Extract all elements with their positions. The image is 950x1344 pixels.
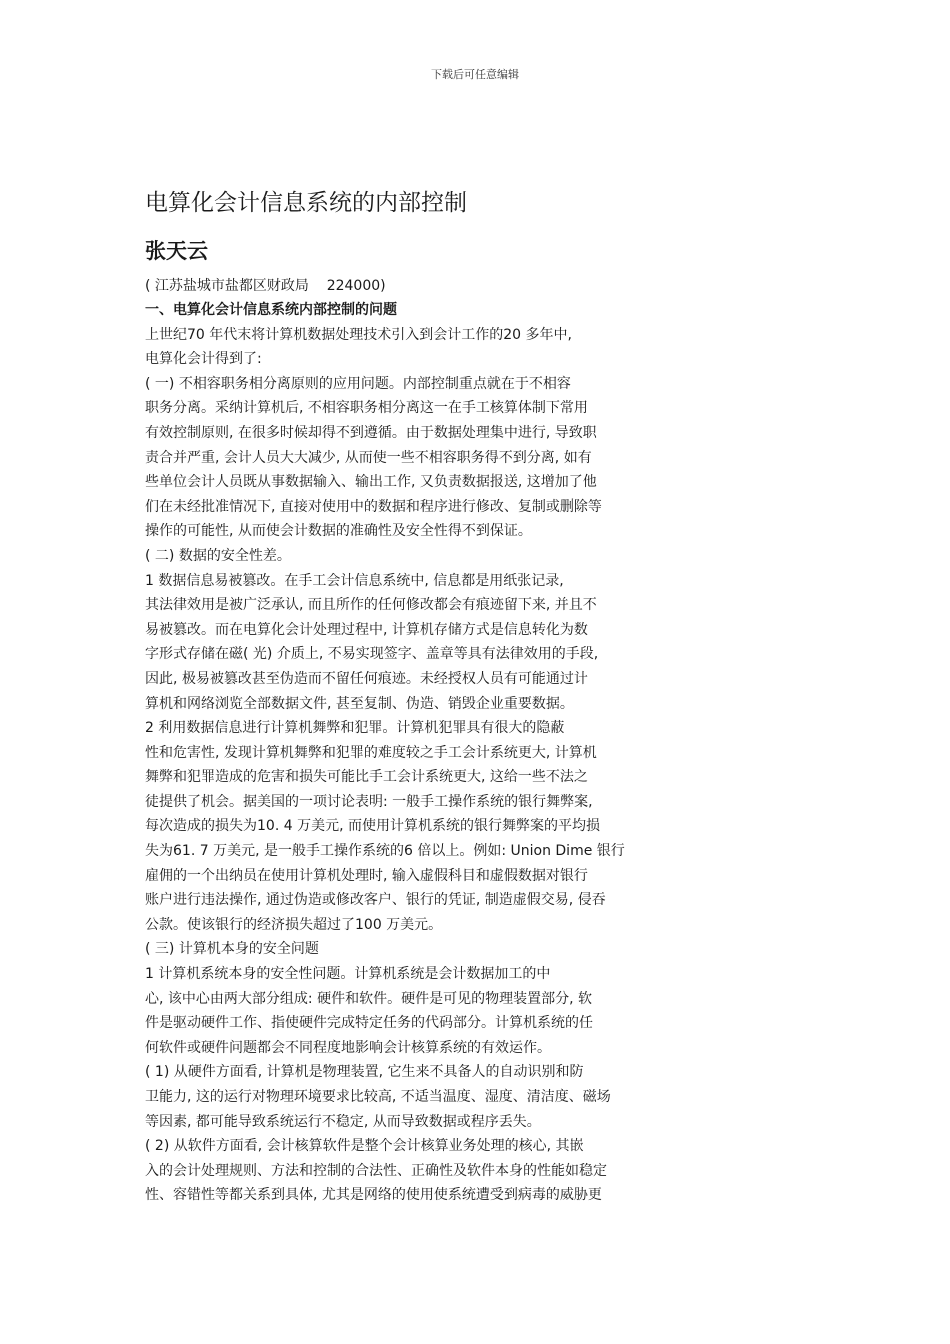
document-author: 张天云 <box>145 239 208 263</box>
body-line: 上世纪70 年代末将计算机数据处理技术引入到会计工作的20 多年中, <box>145 326 572 343</box>
body-line: ( 2) 从软件方面看, 会计核算软件是整个会计核算业务处理的核心, 其嵌 <box>145 1138 584 1155</box>
body-line: 件是驱动硬件工作、指使硬件完成特定任务的代码部分。计算机系统的任 <box>145 1015 593 1032</box>
body-line: 有效控制原则, 在很多时候却得不到遵循。由于数据处理集中进行, 导致职 <box>145 424 597 441</box>
body-line: ( 三) 计算机本身的安全问题 <box>145 941 319 958</box>
body-line: 1 计算机系统本身的安全性问题。计算机系统是会计数据加工的中 <box>145 966 551 983</box>
body-line: 操作的可能性, 从而使会计数据的准确性及安全性得不到保证。 <box>145 523 532 540</box>
body-line: 1 数据信息易被篡改。在手工会计信息系统中, 信息都是用纸张记录, <box>145 572 564 589</box>
body-line: 电算化会计得到了: <box>145 351 262 368</box>
body-line: 性和危害性, 发现计算机舞弊和犯罪的难度较之手工会计系统更大, 计算机 <box>145 744 597 761</box>
body-line: 职务分离。采纳计算机后, 不相容职务相分离这一在手工核算体制下常用 <box>145 400 588 417</box>
body-line: 账户进行违法操作, 通过伪造或修改客户、银行的凭证, 制造虚假交易, 侵吞 <box>145 892 606 909</box>
body-line: 舞弊和犯罪造成的危害和损失可能比手工会计系统更大, 这给一些不法之 <box>145 769 588 786</box>
body-line: 其法律效用是被广泛承认, 而且所作的任何修改都会有痕迹留下来, 并且不 <box>145 597 597 614</box>
author-affiliation: ( 江苏盐城市盐都区财政局 224000) <box>145 278 386 294</box>
body-line: 每次造成的损失为10. 4 万美元, 而使用计算机系统的银行舞弊案的平均损 <box>145 818 600 835</box>
body-line: 卫能力, 这的运行对物理环境要求比较高, 不适当温度、湿度、清洁度、磁场 <box>145 1089 611 1105</box>
body-line: ( 1) 从硬件方面看, 计算机是物理装置, 它生来不具备人的自动识别和防 <box>145 1064 584 1081</box>
body-line: 因此, 极易被篡改甚至伪造而不留任何痕迹。未经授权人员有可能通过计 <box>145 670 588 687</box>
body-line: 心, 该中心由两大部分组成: 硬件和软件。硬件是可见的物理装置部分, 软 <box>145 990 592 1007</box>
body-line: 雇佣的一个出纳员在使用计算机处理时, 输入虚假科目和虚假数据对银行 <box>145 867 588 884</box>
body-line: 何软件或硬件问题都会不同程度地影响会计核算系统的有效运作。 <box>145 1039 551 1056</box>
body-line: 些单位会计人员既从事数据输入、输出工作, 又负责数据报送, 这增加了他 <box>145 474 597 491</box>
body-line: 等因素, 都可能导致系统运行不稳定, 从而导致数据或程序丢失。 <box>145 1113 541 1130</box>
body-line: 入的会计处理规则、方法和控制的合法性、正确性及软件本身的性能如稳定 <box>145 1162 607 1179</box>
body-line: 性、容错性等都关系到具体, 尤其是网络的使用使系统遭受到病毒的威胁更 <box>145 1187 602 1204</box>
body-line: 字形式存储在磁( 光) 介质上, 不易实现签字、盖章等具有法律效用的手段, <box>145 646 599 663</box>
body-line: ( 二) 数据的安全性差。 <box>145 547 291 564</box>
body-line: 失为61. 7 万美元, 是一般手工操作系统的6 倍以上。例如: Union Dime 银行 <box>145 843 625 860</box>
body-line: 们在未经批准情况下, 直接对使用中的数据和程序进行修改、复制或删除等 <box>145 498 602 515</box>
body-line: 徒提供了机会。据美国的一项讨论表明: 一般手工操作系统的银行舞弊案, <box>145 793 593 810</box>
body-line: 易被篡改。而在电算化会计处理过程中, 计算机存储方式是信息转化为数 <box>145 621 588 638</box>
body-line: ( 一) 不相容职务相分离原则的应用问题。内部控制重点就在于不相容 <box>145 375 571 392</box>
body-line: 算机和网络浏览全部数据文件, 甚至复制、伪造、销毁企业重要数据。 <box>145 695 574 712</box>
body-line: 公款。使该银行的经济损失超过了100 万美元。 <box>145 916 443 933</box>
article-body <box>145 298 745 1208</box>
section-heading: 一、电算化会计信息系统内部控制的问题 <box>145 302 397 318</box>
body-line: 责合并严重, 会计人员大大减少, 从而使一些不相容职务得不到分离, 如有 <box>145 449 592 466</box>
document-title: 电算化会计信息系统的内部控制 <box>145 190 467 216</box>
body-line: 2 利用数据信息进行计算机舞弊和犯罪。计算机犯罪具有很大的隐蔽 <box>145 720 565 737</box>
page-header-note: 下载后可任意编辑 <box>431 68 519 81</box>
